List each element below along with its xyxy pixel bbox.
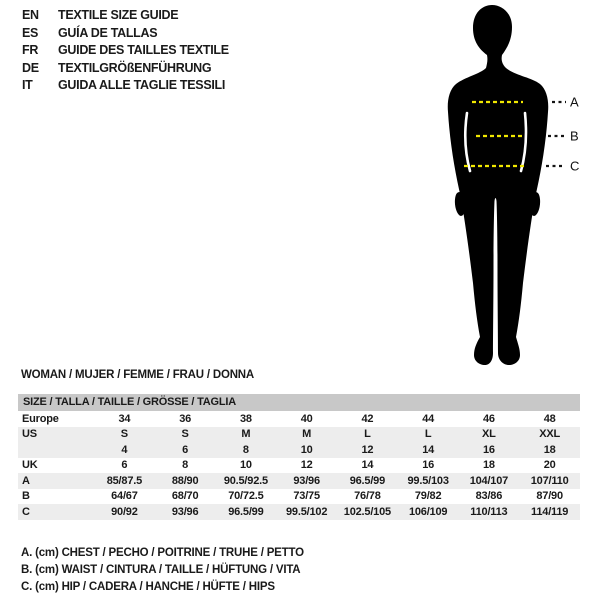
size-cell: 12 <box>361 443 374 456</box>
size-table-header: SIZE / TALLA / TAILLE / GRÖSSE / TAGLIA <box>18 394 580 411</box>
marker-label-a: A <box>570 94 579 110</box>
size-cell: S <box>120 428 128 441</box>
size-cell: M <box>241 428 251 441</box>
size-cell: 8 <box>242 443 249 456</box>
language-title: TEXTILGRÖßENFÜHRUNG <box>58 60 212 75</box>
size-cell: 99.5/103 <box>407 474 449 487</box>
language-title-list <box>22 7 229 95</box>
size-cell: 99.5/102 <box>286 505 328 518</box>
row-label: Europe <box>22 412 59 425</box>
language-title: TEXTILE SIZE GUIDE <box>58 8 179 22</box>
size-cell: 16 <box>482 443 495 456</box>
row-label: US <box>22 428 37 441</box>
size-cell: 87/90 <box>536 490 563 503</box>
size-cell: 6 <box>121 459 128 472</box>
size-cell: 96.5/99 <box>228 505 264 518</box>
woman-silhouette-icon <box>448 5 548 365</box>
size-table-body <box>18 411 580 520</box>
table-row <box>18 473 580 489</box>
row-label <box>18 442 94 458</box>
language-row <box>22 77 229 95</box>
size-cell: 38 <box>239 412 252 425</box>
marker-label-b: B <box>570 128 579 144</box>
size-cell: 88/90 <box>171 474 199 487</box>
size-cell: 10 <box>239 459 252 472</box>
size-cell: 6 <box>182 443 189 456</box>
marker-label-c: C <box>570 158 580 174</box>
size-cell: 90/92 <box>111 505 138 518</box>
size-cell: M <box>302 428 312 441</box>
language-title: GUÍA DE TALLAS <box>58 25 158 40</box>
size-cell: 18 <box>543 443 556 456</box>
table-row <box>18 427 580 443</box>
size-cell: 104/107 <box>469 474 509 487</box>
legend-line-chest: A. (cm) CHEST / PECHO / POITRINE / TRUHE / PETTO <box>21 547 304 559</box>
language-title: GUIDE DES TAILLES TEXTILE <box>58 43 229 58</box>
table-row <box>18 489 580 505</box>
size-cell: 36 <box>179 412 192 425</box>
language-row <box>22 60 229 78</box>
size-cell: L <box>364 428 371 441</box>
size-cell: 12 <box>300 459 313 472</box>
language-code: ES <box>22 25 39 40</box>
language-code: DE <box>22 60 39 75</box>
table-row <box>18 411 580 427</box>
size-cell: 107/110 <box>530 474 569 487</box>
size-cell: 70/72.5 <box>228 490 264 503</box>
size-cell: XL <box>482 428 496 441</box>
size-cell: 8 <box>182 459 189 472</box>
size-cell: 64/67 <box>111 490 138 503</box>
size-cell: 40 <box>300 412 313 425</box>
table-row <box>18 442 580 458</box>
language-code: IT <box>22 78 33 93</box>
size-cell: 96.5/99 <box>349 474 386 487</box>
size-table <box>18 394 580 520</box>
size-cell: 14 <box>361 459 374 472</box>
row-label: B <box>22 490 30 503</box>
size-cell: 76/78 <box>354 490 381 503</box>
language-row <box>22 42 229 60</box>
size-cell: 46 <box>482 412 495 425</box>
size-cell: S <box>181 428 189 441</box>
size-cell: 102.5/105 <box>343 505 391 518</box>
language-row <box>22 7 229 25</box>
size-cell: L <box>424 428 432 441</box>
size-cell: 79/82 <box>414 490 442 503</box>
size-cell: 93/96 <box>171 505 199 518</box>
size-cell: 68/70 <box>171 490 199 503</box>
size-cell: 10 <box>300 443 313 456</box>
row-label: UK <box>22 459 38 472</box>
size-cell: 14 <box>422 443 435 456</box>
table-row <box>18 504 580 520</box>
measurement-legend <box>21 545 304 596</box>
table-row <box>18 458 580 474</box>
size-cell: 114/119 <box>531 505 569 518</box>
language-code: EN <box>22 8 39 22</box>
size-cell: 90.5/92.5 <box>223 474 268 487</box>
size-cell: 73/75 <box>293 490 320 503</box>
size-cell: 18 <box>482 459 495 472</box>
size-cell: 34 <box>118 412 131 425</box>
size-cell: 85/87.5 <box>106 474 143 487</box>
size-cell: 4 <box>121 443 128 456</box>
language-row <box>22 25 229 43</box>
size-cell: XXL <box>539 428 561 441</box>
section-title: WOMAN / MUJER / FEMME / FRAU / DONNA <box>21 369 255 381</box>
size-cell: 42 <box>361 412 374 425</box>
size-cell: 83/86 <box>475 490 503 503</box>
woman-silhouette-figure <box>400 0 600 380</box>
size-cell: 106/109 <box>408 505 448 518</box>
size-cell: 110/113 <box>470 505 508 518</box>
row-label: A <box>22 474 30 487</box>
legend-line-hip: C. (cm) HIP / CADERA / HANCHE / HÜFTE / HIPS <box>21 580 275 593</box>
language-title: GUIDA ALLE TAGLIE TESSILI <box>58 78 226 93</box>
language-code: FR <box>22 43 39 58</box>
row-label: C <box>22 505 30 518</box>
size-cell: 93/96 <box>293 474 320 487</box>
size-cell: 16 <box>422 459 435 472</box>
size-cell: 44 <box>422 412 435 425</box>
legend-line-waist: B. (cm) WAIST / CINTURA / TAILLE / HÜFTUNG / VITA <box>21 563 301 576</box>
size-cell: 20 <box>543 459 556 472</box>
size-cell: 48 <box>543 412 556 425</box>
